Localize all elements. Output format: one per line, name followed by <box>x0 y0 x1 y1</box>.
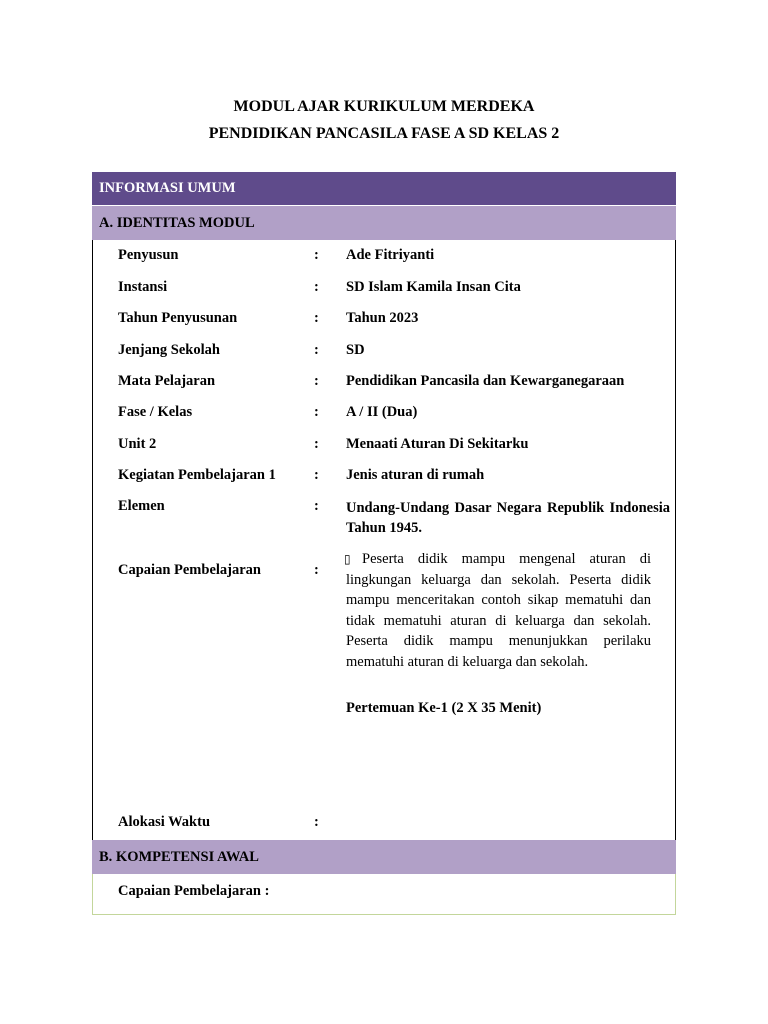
row-value: Jenis aturan di rumah <box>346 467 485 483</box>
row-value: Pendidikan Pancasila dan Kewarganegaraan <box>346 373 625 389</box>
learning-outcome-bullet <box>346 549 651 672</box>
row-colon: : <box>314 436 319 452</box>
row-label: Instansi <box>118 279 168 295</box>
row-colon: : <box>314 467 319 483</box>
row-label: Elemen <box>118 498 165 514</box>
learning-outcome-text: Peserta didik mampu mengenal aturan di lingkungan keluarga dan sekolah. Peserta didik mampu menceritakan contoh sikap mematuhi dan tidak mematuhi aturan di keluarga dan sekolah. Peserta didik mampu menunjukkan perilaku mematuhi aturan di keluarga dan sekolah. <box>346 551 651 670</box>
bullet-icon: ▯ <box>344 552 351 566</box>
row-colon: : <box>314 498 319 514</box>
row-colon: : <box>314 562 319 578</box>
section-initial-competence: B. KOMPETENSI AWAL <box>92 840 676 874</box>
row-colon: : <box>314 247 319 263</box>
row-label: Alokasi Waktu <box>118 814 211 830</box>
row-value: A / II (Dua) <box>346 404 418 420</box>
row-label: Tahun Penyusunan <box>118 310 238 326</box>
row-label: Capaian Pembelajaran <box>118 562 261 578</box>
row-label: Mata Pelajaran <box>118 373 216 389</box>
row-label: Penyusun <box>118 247 179 263</box>
row-colon: : <box>314 342 319 358</box>
section-module-identity: A. IDENTITAS MODUL <box>92 206 676 240</box>
document-title <box>0 93 768 147</box>
row-colon: : <box>314 310 319 326</box>
row-value: Ade Fitriyanti <box>346 247 435 263</box>
meeting-info: Pertemuan Ke-1 (2 X 35 Menit) <box>346 700 542 716</box>
row-colon: : <box>314 404 319 420</box>
row-colon: : <box>314 279 319 295</box>
identity-table <box>92 240 676 841</box>
row-colon: : <box>314 373 319 389</box>
row-value: Menaati Aturan Di Sekitarku <box>346 436 529 452</box>
row-value: Tahun 2023 <box>346 310 419 326</box>
row-label: Fase / Kelas <box>118 404 193 420</box>
competence-label: Capaian Pembelajaran : <box>118 883 270 899</box>
title-line-2: PENDIDIKAN PANCASILA FASE A SD KELAS 2 <box>208 125 560 142</box>
title-line-1: MODUL AJAR KURIKULUM MERDEKA <box>233 98 535 115</box>
row-colon: : <box>314 814 319 830</box>
row-value: Undang-Undang Dasar Negara Republik Indonesia Tahun 1945. <box>346 500 670 536</box>
row-value: SD Islam Kamila Insan Cita <box>346 279 521 295</box>
row-label: Unit 2 <box>118 436 157 452</box>
section-general-info: INFORMASI UMUM <box>92 172 676 205</box>
row-label: Kegiatan Pembelajaran 1 <box>118 467 276 483</box>
row-label: Jenjang Sekolah <box>118 342 220 358</box>
row-value: SD <box>346 342 365 358</box>
